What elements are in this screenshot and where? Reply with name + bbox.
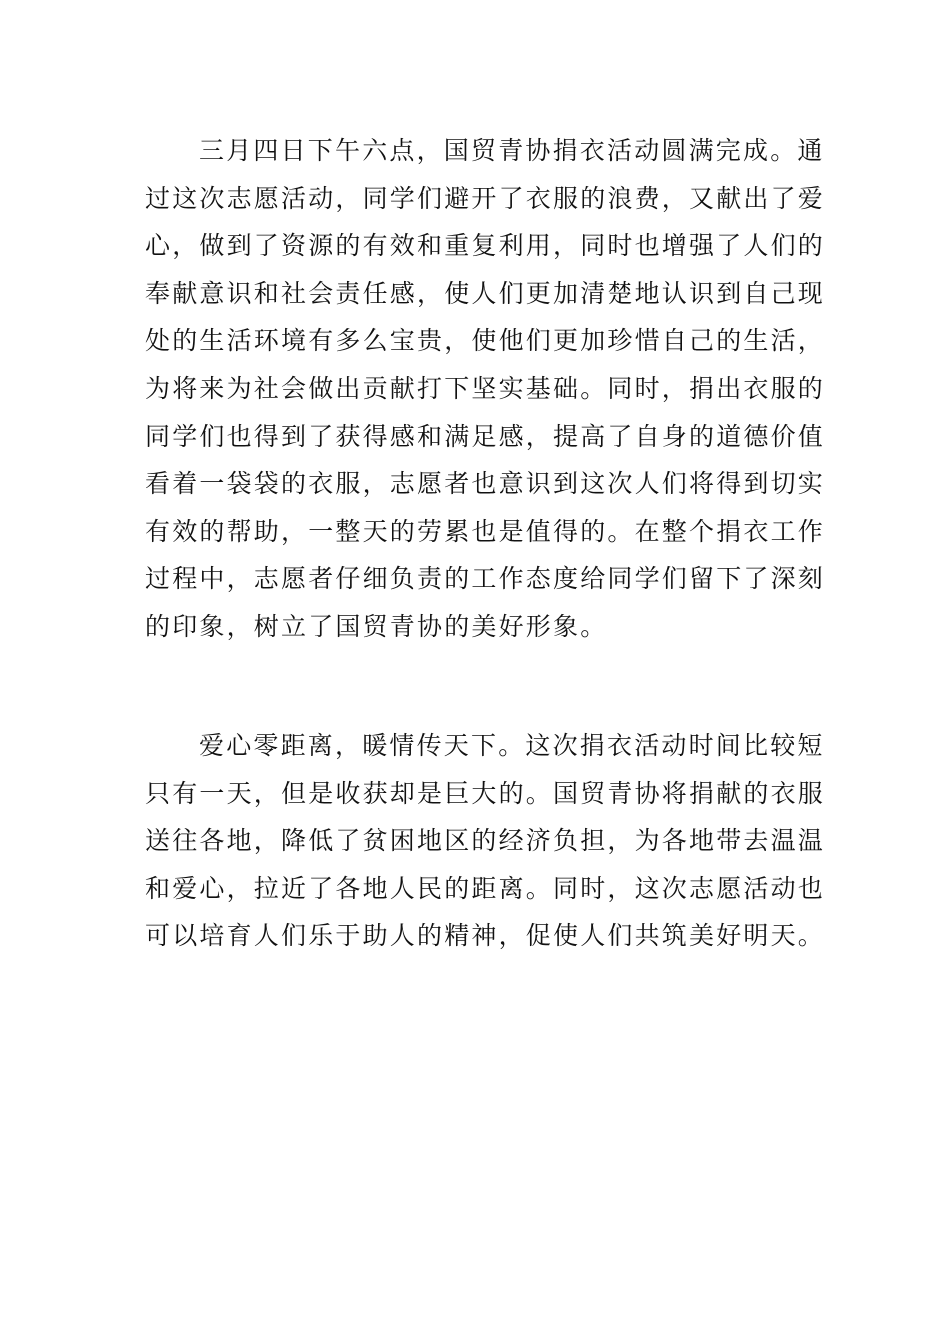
paragraph-donation-summary (145, 127, 826, 651)
text-line: 处的生活环境有多么宝贵，使他们更加珍惜自己的生活， (145, 326, 826, 356)
text-line: 爱心零距离，暖情传天下。这次捐衣活动时间比较短 (199, 731, 825, 760)
text-line: 送往各地，降低了贫困地区的经济负担，为各地带去温温 (145, 826, 826, 856)
text-line: 的印象，树立了国贸青协的美好形象。 (145, 611, 608, 641)
text-line: 三月四日下午六点，国贸青协捐衣活动圆满完成。通 (199, 136, 825, 165)
paragraph-conclusion (145, 722, 826, 960)
text-line: 只有一天，但是收获却是巨大的。国贸青协将捐献的衣服 (145, 778, 826, 808)
text-line: 看着一袋袋的衣服，志愿者也意识到这次人们将得到切实 (145, 469, 826, 499)
text-line: 过这次志愿活动，同学们避开了衣服的浪费，又献出了爱 (145, 183, 826, 213)
text-line: 心，做到了资源的有效和重复利用，同时也增强了人们的 (145, 231, 826, 261)
text-line: 和爱心，拉近了各地人民的距离。同时，这次志愿活动也 (145, 873, 826, 903)
text-line: 奉献意识和社会责任感，使人们更加清楚地认识到自己现 (145, 278, 826, 308)
text-line: 有效的帮助，一整天的劳累也是值得的。在整个捐衣工作 (145, 516, 826, 546)
text-line: 为将来为社会做出贡献打下坚实基础。同时，捐出衣服的 (145, 373, 826, 403)
text-line: 可以培育人们乐于助人的精神，促使人们共筑美好明天。 (145, 921, 826, 951)
text-line: 过程中，志愿者仔细负责的工作态度给同学们留下了深刻 (145, 564, 826, 594)
text-line: 同学们也得到了获得感和满足感，提高了自身的道德价值 (145, 421, 826, 451)
